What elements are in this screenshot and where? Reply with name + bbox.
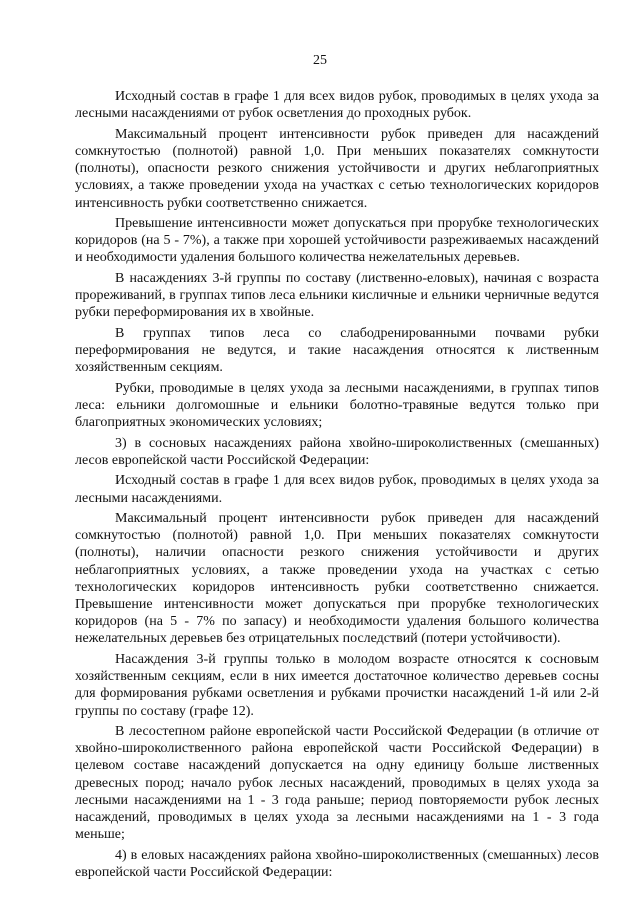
paragraph-intensity-excess: Превышение интенсивности может допускаться при прорубке технологических коридоров (на 5 - 7%), а также при хорошей устойчивости разреживаемых насаждений и необходимости удаления большого количества нежелательных деревьев. [75,216,599,266]
paragraph-max-intensity: Максимальный процент интенсивности рубок приведен для насаждений сомкнутостью (полнотой) равной 1,0. При меньших показателях сомкнутости (полноты), опасности резкого снижения устойчивости и других неблагоприятных условиях, а также проведении ухода на участках с сетью технологических коридоров интенсивность рубки соответственно снижается. [75,126,599,211]
paragraph-max-intensity-pine: Максимальный процент интенсивности рубок приведен для насаждений сомкнутостью (полнотой) равной 1,0. При меньших показателях сомкнутости (полноты), наличии опасности резкого снижения устойчивости и других неблагоприятных условиях, а также проведении ухода на участках с сетью технологических коридоров интенсивность рубки соответственно снижается. Превышение интенсивности может допускаться при прорубке технологических коридоров (на 5 - 7% по запасу) и необходимости удаления большого количества нежелательных деревьев без отрицательных последствий (потери устойчивости). [75,511,599,647]
paragraph-group-3-young-pine: Насаждения 3-й группы только в молодом возрасте относятся к сосновым хозяйственным секциям, если в них имеется достаточное количество деревьев сосны для формирования рубками осветления и рубками прочистки насаждений 1-й или 2-й группы по составу (графе 12). [75,651,599,719]
page-number: 25 [313,53,327,68]
paragraph-item-4-spruce: 4) в еловых насаждениях района хвойно-широколиственных (смешанных) лесов европейской части Российской Федерации: [75,847,599,880]
document-body [75,88,599,885]
paragraph-poorly-drained-soils: В группах типов леса со слабодренированными почвами рубки переформирования не ведутся, и такие насаждения относятся к лиственным хозяйственным секциям. [75,325,599,376]
paragraph-item-3-pine: 3) в сосновых насаждениях района хвойно-широколиственных (смешанных) лесов европейской части Российской Федерации: [75,435,599,468]
paragraph-initial-composition-pine: Исходный состав в графе 1 для всех видов рубок, проводимых в целях ухода за лесными насаждениями. [75,473,599,506]
paragraph-initial-composition: Исходный состав в графе 1 для всех видов рубок, проводимых в целях ухода за лесными насаждениями от рубок осветления до проходных рубок. [75,89,599,122]
paragraph-forest-steppe-region: В лесостепном районе европейской части Российской Федерации (в отличие от хвойно-широколиственного района европейской части Российской Федерации) в целевом составе насаждений допускается на одну единицу больше лиственных древесных пород; начало рубок лесных насаждений, проводимых в целях ухода за лесными насаждениями на 1 - 3 года раньше; период повторяемости рубок лесных насаждений, проводимых в целях ухода за лесными насаждениями на 1 - 3 года меньше; [75,724,599,843]
paragraph-group-3-spruce: В насаждениях 3-й группы по составу (лиственно-еловых), начиная с возраста прореживаний, в группах типов леса ельники кисличные и ельники черничные ведутся рубки переформирования их в хвойные. [75,270,599,321]
paragraph-forest-types: Рубки, проводимые в целях ухода за лесными насаждениями, в группах типов леса: ельники долгомошные и ельники болотно-травяные ведутся только при благоприятных экономических условиях; [75,380,599,431]
